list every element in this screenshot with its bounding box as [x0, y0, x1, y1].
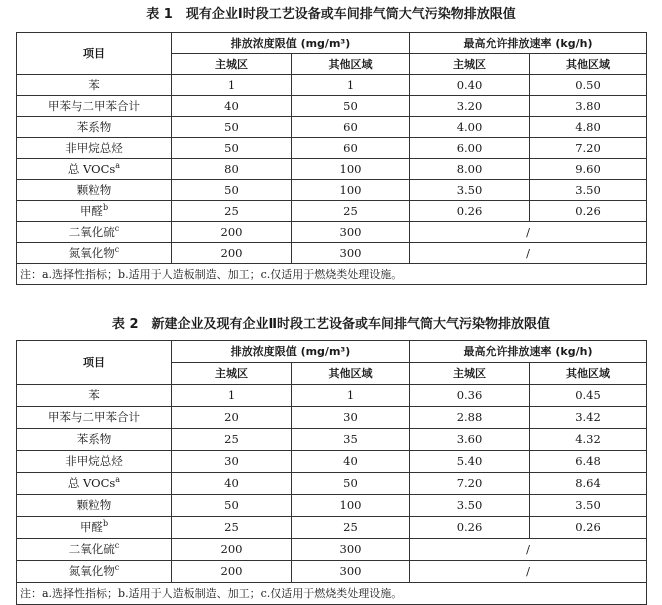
conc-urban-cell: 200 [172, 561, 292, 583]
table-row [17, 451, 647, 473]
rate-merged-cell: / [410, 539, 647, 561]
conc-other-cell: 30 [292, 407, 410, 429]
rate-urban-cell: 0.26 [410, 201, 530, 222]
rate-other-cell: 9.60 [530, 159, 647, 180]
header-sub-other-conc: 其他区域 [292, 363, 410, 385]
rate-urban-cell: 5.40 [410, 451, 530, 473]
row-name-cell [17, 451, 172, 473]
rate-urban-cell: 4.00 [410, 117, 530, 138]
row-name-cell [17, 429, 172, 451]
pollutant-name: 总 VOCs [67, 161, 116, 176]
conc-other-cell: 100 [292, 159, 410, 180]
table-row [17, 495, 647, 517]
header-item: 项目 [17, 341, 172, 385]
conc-urban-cell: 50 [172, 180, 292, 201]
conc-other-cell: 35 [292, 429, 410, 451]
conc-other-cell: 300 [292, 243, 410, 264]
table-row [17, 429, 647, 451]
conc-urban-cell: 50 [172, 138, 292, 159]
footnote-marker: b [102, 202, 109, 212]
conc-urban-cell: 25 [172, 429, 292, 451]
rate-merged-cell: / [410, 561, 647, 583]
pollutant-name: 甲醛 [79, 520, 103, 534]
rate-merged-cell: / [410, 222, 647, 243]
conc-urban-cell: 50 [172, 117, 292, 138]
pollutant-name: 总 VOCs [67, 476, 116, 490]
row-name-cell [17, 561, 172, 583]
conc-other-cell: 300 [292, 561, 410, 583]
header-concentration-group: 排放浓度限值 (mg/m³) [172, 341, 410, 363]
header-sub-urban-rate: 主城区 [410, 363, 530, 385]
conc-urban-cell: 40 [172, 473, 292, 495]
table-row [17, 222, 647, 243]
row-name-cell [17, 75, 172, 96]
header-item: 项目 [17, 33, 172, 75]
footnote-marker: a [115, 160, 121, 170]
rate-urban-cell: 3.60 [410, 429, 530, 451]
conc-other-cell: 1 [292, 385, 410, 407]
rate-other-cell: 3.50 [530, 180, 647, 201]
rate-urban-cell: 0.26 [410, 517, 530, 539]
rate-other-cell: 0.45 [530, 385, 647, 407]
rate-urban-cell: 3.50 [410, 180, 530, 201]
row-name-cell [17, 180, 172, 201]
header-sub-other-rate: 其他区域 [530, 54, 647, 75]
rate-urban-cell: 0.36 [410, 385, 530, 407]
table-row [17, 117, 647, 138]
conc-other-cell: 300 [292, 222, 410, 243]
rate-other-cell: 4.32 [530, 429, 647, 451]
row-name-cell [17, 385, 172, 407]
header-sub-other-rate: 其他区域 [530, 363, 647, 385]
rate-other-cell: 8.64 [530, 473, 647, 495]
table-note: 注：a.选择性指标；b.适用于人造板制造、加工；c.仅适用于燃烧类处理设施。 [17, 264, 647, 285]
conc-other-cell: 50 [292, 96, 410, 117]
rate-urban-cell: 2.88 [410, 407, 530, 429]
pollutant-name: 甲醛 [79, 203, 103, 218]
pollutant-name: 苯 [88, 388, 100, 402]
conc-other-cell: 100 [292, 495, 410, 517]
rate-other-cell: 3.50 [530, 495, 647, 517]
rate-urban-cell: 6.00 [410, 138, 530, 159]
header-sub-urban-conc: 主城区 [172, 363, 292, 385]
row-name-cell [17, 243, 172, 264]
pollutant-name: 甲苯与二甲苯合计 [48, 410, 140, 424]
table-row [17, 473, 647, 495]
rate-urban-cell: 7.20 [410, 473, 530, 495]
table-row [17, 385, 647, 407]
table-row [17, 159, 647, 180]
table-row [17, 561, 647, 583]
pollutant-name: 颗粒物 [76, 182, 112, 197]
header-sub-other-conc: 其他区域 [292, 54, 410, 75]
table-row [17, 407, 647, 429]
header-sub-urban-rate: 主城区 [410, 54, 530, 75]
rate-other-cell: 0.50 [530, 75, 647, 96]
rate-urban-cell: 3.50 [410, 495, 530, 517]
row-name-cell [17, 138, 172, 159]
conc-other-cell: 50 [292, 473, 410, 495]
conc-urban-cell: 20 [172, 407, 292, 429]
table-1-caption: 表 1 现有企业Ⅰ时段工艺设备或车间排气筒大气污染物排放限值 [146, 7, 516, 22]
row-name-cell [17, 495, 172, 517]
header-rate-group: 最高允许排放速率 (kg/h) [410, 341, 647, 363]
row-name-cell [17, 96, 172, 117]
conc-urban-cell: 25 [172, 517, 292, 539]
rate-other-cell: 3.42 [530, 407, 647, 429]
row-name-cell [17, 117, 172, 138]
conc-urban-cell: 200 [172, 243, 292, 264]
rate-urban-cell: 0.40 [410, 75, 530, 96]
pollutant-name: 非甲烷总烃 [65, 454, 123, 468]
conc-other-cell: 25 [292, 201, 410, 222]
row-name-cell [17, 159, 172, 180]
pollutant-name: 氮氧化物 [68, 245, 115, 260]
table-row [17, 243, 647, 264]
footnote-marker: c [114, 223, 120, 233]
row-name-cell [17, 517, 172, 539]
table-row [17, 96, 647, 117]
table-2-caption: 表 2 新建企业及现有企业Ⅱ时段工艺设备或车间排气筒大气污染物排放限值 [111, 317, 551, 332]
pollutant-name: 非甲烷总烃 [65, 140, 123, 155]
pollutant-name: 颗粒物 [76, 498, 112, 512]
conc-other-cell: 25 [292, 517, 410, 539]
conc-other-cell: 40 [292, 451, 410, 473]
header-rate-group: 最高允许排放速率 (kg/h) [410, 33, 647, 54]
pollutant-name: 氮氧化物 [68, 564, 115, 578]
footnote-marker: a [115, 475, 121, 485]
row-name-cell [17, 539, 172, 561]
pollutant-name: 苯系物 [76, 432, 112, 446]
conc-other-cell: 1 [292, 75, 410, 96]
row-name-cell [17, 222, 172, 243]
rate-other-cell: 3.80 [530, 96, 647, 117]
rate-other-cell: 7.20 [530, 138, 647, 159]
table-note: 注：a.选择性指标；b.适用于人造板制造、加工；c.仅适用于燃烧类处理设施。 [17, 583, 647, 605]
rate-urban-cell: 8.00 [410, 159, 530, 180]
table-1 [16, 32, 647, 285]
footnote-marker: c [114, 563, 120, 573]
conc-urban-cell: 1 [172, 75, 292, 96]
rate-other-cell: 0.26 [530, 517, 647, 539]
pollutant-name: 二氧化硫 [68, 542, 115, 556]
row-name-cell [17, 407, 172, 429]
conc-urban-cell: 50 [172, 495, 292, 517]
header-concentration-group: 排放浓度限值 (mg/m³) [172, 33, 410, 54]
table-row [17, 201, 647, 222]
conc-other-cell: 300 [292, 539, 410, 561]
footnote-marker: c [114, 244, 120, 254]
conc-urban-cell: 1 [172, 385, 292, 407]
row-name-cell [17, 201, 172, 222]
pollutant-name: 甲苯与二甲苯合计 [48, 98, 140, 113]
conc-urban-cell: 200 [172, 539, 292, 561]
table-2 [16, 340, 647, 605]
rate-urban-cell: 3.20 [410, 96, 530, 117]
conc-other-cell: 100 [292, 180, 410, 201]
rate-other-cell: 6.48 [530, 451, 647, 473]
row-name-cell [17, 473, 172, 495]
conc-other-cell: 60 [292, 138, 410, 159]
conc-urban-cell: 200 [172, 222, 292, 243]
table-row [17, 517, 647, 539]
header-sub-urban-conc: 主城区 [172, 54, 292, 75]
conc-urban-cell: 25 [172, 201, 292, 222]
footnote-marker: c [114, 541, 120, 551]
conc-urban-cell: 30 [172, 451, 292, 473]
pollutant-name: 苯 [88, 77, 100, 92]
conc-other-cell: 60 [292, 117, 410, 138]
pollutant-name: 苯系物 [76, 119, 112, 134]
footnote-marker: b [102, 519, 109, 529]
rate-other-cell: 4.80 [530, 117, 647, 138]
pollutant-name: 二氧化硫 [68, 224, 115, 239]
rate-merged-cell: / [410, 243, 647, 264]
rate-other-cell: 0.26 [530, 201, 647, 222]
table-row [17, 539, 647, 561]
table-row [17, 75, 647, 96]
table-row [17, 138, 647, 159]
conc-urban-cell: 40 [172, 96, 292, 117]
table-row [17, 180, 647, 201]
conc-urban-cell: 80 [172, 159, 292, 180]
